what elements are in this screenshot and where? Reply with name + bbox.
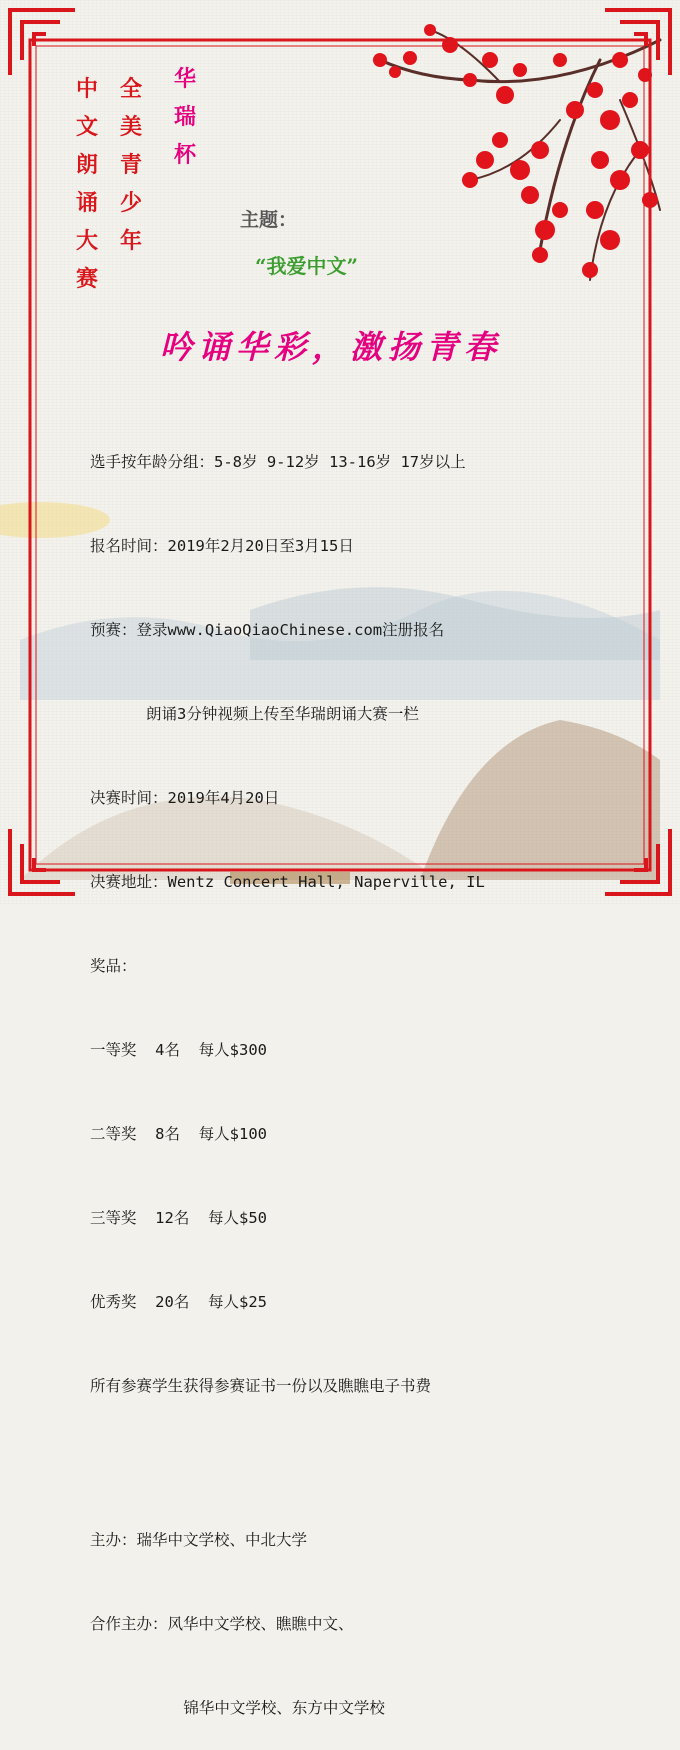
cohost-line-2: 锦华中文学校、东方中文学校 xyxy=(90,1699,385,1717)
certificate-line: 所有参赛学生获得参赛证书一份以及瞧瞧电子书费 xyxy=(90,1377,432,1395)
title-column-all-america-youth xyxy=(118,70,144,260)
prizes-label: 奖品： xyxy=(90,957,137,975)
prize-third: 三等奖 12名 每人$50 xyxy=(90,1209,267,1227)
age-groups-line: 选手按年龄分组：5-8岁 9-12岁 13-16岁 17岁以上 xyxy=(90,453,466,471)
title-column-chinese-recitation xyxy=(74,70,100,298)
title-char: 赛 xyxy=(75,266,98,292)
title-char: 杯 xyxy=(173,142,196,168)
title-char: 华 xyxy=(173,66,196,92)
registration-line: 报名时间：2019年2月20日至3月15日 xyxy=(90,537,354,555)
title-char: 年 xyxy=(119,228,142,254)
title-char: 青 xyxy=(119,152,142,178)
title-char: 美 xyxy=(119,114,142,140)
slogan: 吟诵华彩，激扬青春 xyxy=(160,328,503,366)
title-char: 诵 xyxy=(75,190,98,216)
prize-second: 二等奖 8名 每人$100 xyxy=(90,1125,267,1143)
theme-text: “我爱中文” xyxy=(255,254,359,278)
final-time-line: 决赛时间：2019年4月20日 xyxy=(90,789,280,807)
title-char: 中 xyxy=(75,76,98,102)
title-char: 瑞 xyxy=(173,104,196,130)
title-char: 大 xyxy=(75,228,98,254)
spacer xyxy=(90,1456,485,1470)
title-column-huarui-cup xyxy=(172,60,198,174)
prize-first: 一等奖 4名 每人$300 xyxy=(90,1041,267,1059)
final-venue-line: 决赛地址：Wentz Concert Hall, Naperville, IL xyxy=(90,873,485,891)
theme-label: 主题： xyxy=(240,209,298,231)
title-char: 少 xyxy=(119,190,142,216)
event-details xyxy=(90,392,485,1750)
host-line: 主办：瑞华中文学校、中北大学 xyxy=(90,1531,308,1549)
title-char: 全 xyxy=(119,76,142,102)
cohost-line: 合作主办：风华中文学校、瞧瞧中文、 xyxy=(90,1615,354,1633)
title-char: 朗 xyxy=(75,152,98,178)
title-char: 文 xyxy=(75,114,98,140)
prelim-line-2: 朗诵3分钟视频上传至华瑞朗诵大赛一栏 xyxy=(90,705,419,723)
plum-flowers xyxy=(373,24,658,278)
prize-merit: 优秀奖 20名 每人$25 xyxy=(90,1293,267,1311)
prelim-line: 预赛：登录www.QiaoQiaoChinese.com注册报名 xyxy=(90,621,445,639)
